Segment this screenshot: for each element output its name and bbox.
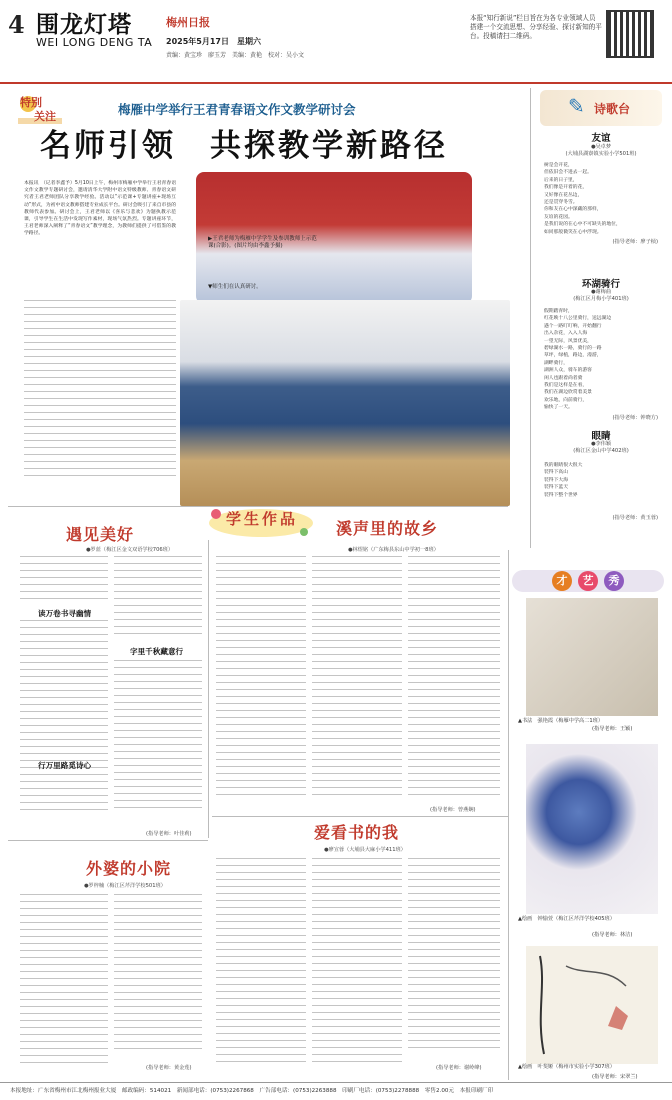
essay-author: ●罗梓楠（梅江区芹洋学校501班）	[84, 883, 166, 889]
calligraphy-artwork	[526, 598, 658, 716]
essay-body	[114, 660, 202, 810]
art-caption: ▲书法 强艳霞（梅雁中学高二1班）	[518, 718, 604, 724]
essay-body	[216, 858, 306, 1064]
poem-body	[544, 308, 666, 412]
art-teacher: (指导老师：宋翠兰)	[592, 1074, 638, 1080]
feature-photo-main	[180, 300, 510, 506]
staff-line: 责编：黄宝珍 廖玉芳 美编：黄艳 校对：吴小文	[166, 52, 305, 59]
flower-painting	[526, 744, 658, 914]
poem-line: 还是贯穿冬雪。	[544, 200, 578, 206]
poem-line: 我们是这样是在看，	[544, 383, 588, 389]
poem-teacher: (指导老师：钟晓方)	[612, 415, 658, 421]
divider	[530, 88, 531, 548]
essay-teacher: (指导老师：黄金莲)	[146, 1065, 192, 1071]
essay-body	[312, 858, 402, 1064]
ink-painting	[526, 946, 658, 1064]
ink-sketch-icon	[526, 946, 658, 1064]
poem-line: 一望无际，风景优美，	[544, 338, 592, 344]
essay-author: ●林煜铭（广东梅县东山中学初一8班）	[348, 547, 439, 553]
poem-line: 红花映十八公里骑行，送远湖边	[544, 316, 612, 322]
art-header-char: 秀	[604, 571, 624, 591]
poem-line: 是我们说的在心中不可缺失的地位，	[544, 222, 621, 228]
art-header-char: 才	[552, 571, 572, 591]
issue-date: 2025年5月17日 星期六	[166, 37, 261, 46]
feature-subtitle: 梅雁中学举行王君青春语文作文教学研讨会	[118, 102, 356, 117]
section-banner-title: 学生作品	[226, 510, 299, 528]
poem-line: 出入杂花，入入人海	[544, 331, 588, 337]
poem-line: 但依旧会不进去一起。	[544, 170, 592, 176]
poem-title: 友谊	[591, 133, 611, 144]
essay-author: ●罗蓝（梅江区金文双语学校706班）	[86, 547, 174, 553]
poem-line: 如同那般微笑在心中浮现。	[544, 229, 602, 235]
poem-line: 欢乐地，向前骑行，	[544, 397, 588, 403]
poem-title: 眼睛	[591, 431, 611, 442]
essay-author: ●廖宣蓉（大埔县大麻小学411班）	[324, 847, 406, 853]
divider	[208, 540, 209, 838]
poem-line: 又好像在花丛边，	[544, 192, 583, 198]
pencil-icon: ✎	[568, 94, 585, 118]
submission-notice: 本报“知行新说”栏目旨在为各专业领域人员搭建一个交流思想、分享经验、探讨新知的平台。投稿请扫二维码。	[470, 14, 602, 40]
feature-title: 名师引领 共探教学新路径	[40, 128, 448, 164]
photo-caption-2: ▼师生们在认真研讨。	[208, 284, 262, 290]
poem-school: (梅江区金山中学402班)	[573, 448, 629, 454]
essay-body	[312, 556, 402, 800]
column-pinyin: WEI LONG DENG TA	[36, 36, 153, 49]
feature-tag-bottom: 关注	[34, 110, 56, 123]
photo-caption-1: ▶王君老师为梅雁中学学生及参训教师上示范课(合影)。(图片均由李鑫予摄)	[208, 236, 317, 249]
poem-line: 遇个一路叮叮响，开始翻行	[544, 323, 602, 329]
poem-line: 闲人也跟着尚者骑	[544, 375, 583, 381]
poem-author: ●李伟颖	[590, 441, 612, 447]
poem-line: 我的眼睛很大很大	[544, 463, 583, 468]
art-teacher: (指导老师：林洁)	[592, 932, 633, 938]
poem-teacher: (指导老师：黄玉蓉)	[612, 515, 658, 521]
poem-line: 假期踏青时，	[544, 309, 573, 314]
essay-body	[20, 894, 108, 1064]
art-caption: ▲绘画 叶斐姬（梅州市实验小学307班）	[518, 1064, 615, 1070]
divider	[212, 816, 508, 817]
essay-title: 外婆的小院	[86, 859, 172, 878]
poem-line: 你和友在心中深藏的那样，	[544, 207, 602, 213]
feature-body: 本报讯 （记者李鑫予）5月10日上午，梅州市梅雁中学举行王君青春语文作文教学专题研讨会，邀请清华大学附中语文特级教师、青春语文研究者王君老师团队分享教学经验。活动以“示范课+专题讲座+现场互动”形式，为初中语文教师搭建专业成长平台。研讨会吸引了来自市县的教师代表参加。研讨会上，王君老师以《喜乐与悲欢》为题执教示范课，引导学生在生活中发现写作素材，现场气氛热烈。专题讲座环节，王君老师深入阐释了“青春语文”教学理念，为教师们提供了可借鉴的教学路径。	[24, 181, 176, 237]
essay-teacher: (指导老师：曾燕娴)	[430, 807, 476, 813]
poem-line: 装得下蓝天	[544, 485, 568, 491]
poem-line: 我们像是开着的花，	[544, 185, 588, 191]
essay-body	[216, 556, 306, 800]
poem-header-title: 诗歌台	[594, 102, 631, 116]
poem-author: ●吴卓梦	[590, 144, 612, 150]
essay-body	[20, 556, 108, 604]
page-number: 4	[8, 10, 25, 39]
poem-line: 装得下大海	[544, 477, 568, 483]
poem-line: 友谊的花园。	[544, 214, 573, 220]
essay-body	[408, 556, 500, 800]
qr-code-icon[interactable]	[606, 10, 654, 58]
poem-line: 我们在湖边欣赏着美景	[544, 390, 592, 396]
essay-body	[114, 556, 202, 636]
essay-subhead: 读万卷书寻幽情	[38, 609, 92, 618]
feature-body-continued	[24, 300, 176, 480]
column-name: 围龙灯塔	[36, 11, 132, 38]
poem-line: 树是会开花，	[544, 163, 573, 168]
poem-body	[544, 462, 666, 499]
divider	[8, 840, 208, 841]
poem-line: 愉快了一天。	[544, 405, 573, 411]
essay-body	[114, 894, 202, 1052]
essay-title: 爱看书的我	[314, 823, 400, 842]
art-header-char: 艺	[578, 571, 598, 591]
poem-column	[540, 90, 662, 546]
essay-subhead: 行万里路觅诗心	[38, 761, 92, 770]
essay-subhead: 字里千秋藏意行	[130, 647, 184, 656]
essay-title: 遇见美好	[66, 525, 135, 544]
essay-body	[408, 858, 500, 1054]
footer-text: 本报地址：广东省梅州市江北梅州报业大厦 邮政编码：514021 新闻部电话：(0753)2267868 广告部电话：(0753)2263888 印刷厂电话：(0753)2278888 零售2.00元 本报印刷厂印	[10, 1088, 494, 1094]
essay-title: 溪声里的故乡	[336, 519, 439, 538]
poem-line: 碧绿湖水一路，骑行的一路	[544, 346, 602, 352]
essay-body	[20, 620, 108, 810]
poem-body	[544, 162, 666, 236]
paper-logo: 梅州日报	[166, 16, 210, 29]
poem-school: (梅江区月梅小学401班)	[573, 296, 629, 302]
poem-line: 湖洲人众，骑车的游客	[544, 368, 592, 374]
essay-teacher: (指导老师：谢岭峰)	[436, 1065, 482, 1071]
poem-line: 后来的日子里，	[544, 177, 578, 183]
poem-line: 装得下高山	[544, 470, 568, 476]
poem-line: 草坪，绿植，路边，漫游，	[544, 353, 602, 359]
poem-school: (大埔县湖寮镇实验小学501班)	[565, 151, 637, 157]
poem-line: 装得下整个世界	[544, 492, 578, 498]
poem-title: 环湖骑行	[581, 279, 620, 290]
art-column	[512, 570, 664, 1090]
poem-line: 湖畔骑行，	[544, 360, 568, 366]
divider	[508, 550, 509, 1080]
feature-tag-top: 特别	[20, 96, 42, 109]
art-caption: ▲绘画 钟愉萱（梅江区芹洋学校405班）	[518, 916, 615, 922]
poem-author: ●谢梅曲	[590, 289, 612, 295]
essay-teacher: (指导老师：叶佳莉)	[146, 831, 192, 837]
art-teacher: (指导老师：王颖)	[592, 726, 633, 732]
poem-teacher: (指导老师：廖子桢)	[612, 239, 658, 245]
